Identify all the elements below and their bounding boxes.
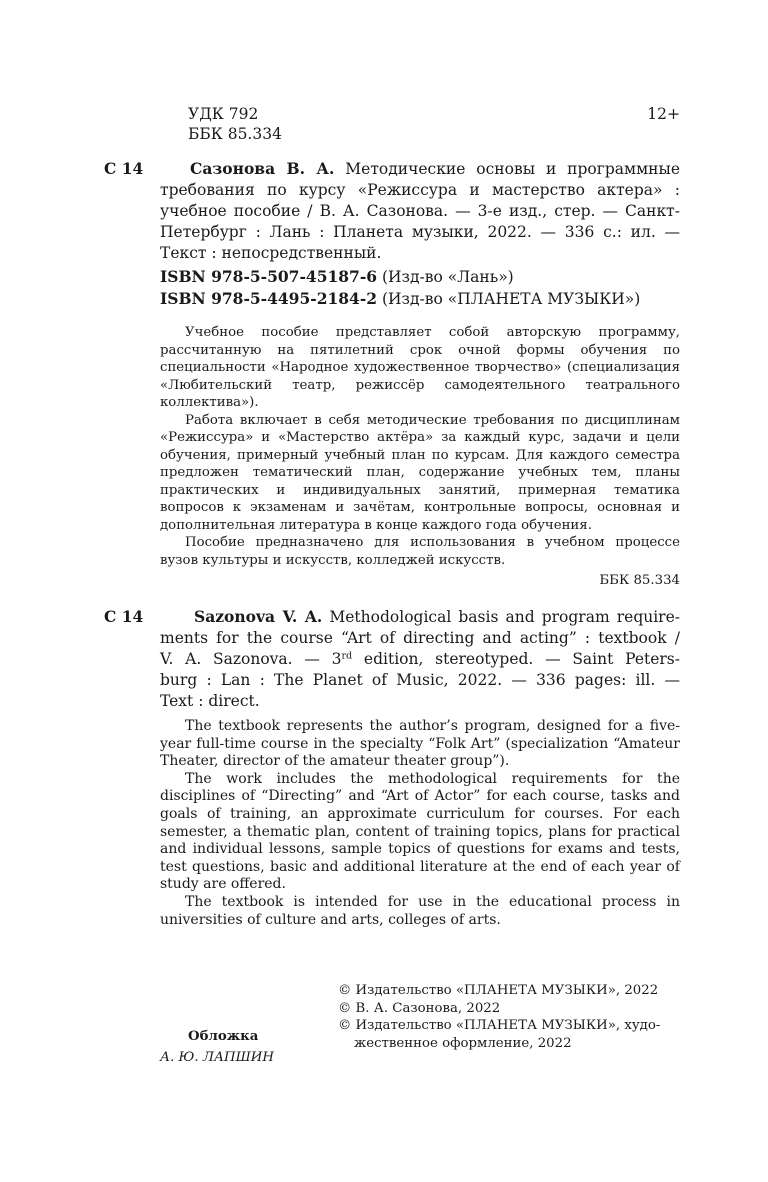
abstract-ru [160, 324, 680, 569]
cover-artist: А. Ю. ЛАПШИН [160, 1050, 274, 1065]
bib-record-ru [160, 158, 680, 264]
abstract-en-p3: The textbook is intended for use in the educational process in universities of culture and arts, colleges of arts. [160, 893, 680, 928]
bbk-code: ББК 85.334 [599, 573, 680, 588]
title-en-line2: ments for the course “Art of directing and acting” : textbook / [160, 629, 680, 647]
abstract-ru-p1: Учебное пособие представляет собой авторскую программу, рассчитанную на пятилетний срок очной формы обучения по специальности «Народное художественное творчество» (специализация «Любительский театр, режиссёр самодеятельного театрального коллектива»). [160, 325, 680, 410]
title-ru-line1: Методические основы и программные [345, 160, 680, 178]
author-ru: Сазонова В. А. [190, 159, 335, 178]
bib-record-en [160, 606, 680, 712]
title-en-line1: Methodological basis and program require- [329, 608, 681, 626]
abstract-ru-p3: Пособие предназначено для использования в учебном процессе вузов культуры и искусств, колледжей искусств. [160, 535, 680, 568]
title-en-line3a: V. A. Sazonova. — 3 [160, 650, 342, 668]
isbn-lan: ISBN 978-5-507-45187-6 [160, 267, 378, 286]
abstract-ru-p2: Работа включает в себя методические требования по дисциплинам «Режиссура» и «Мастерство актёра» за каждый курс, задачи и цели обучения, примерный учебный план по курсам. Для каждого семестра предложен тематический план, содержание учебных тем, планы практических и индивидуальных занятий, примерная тематика вопросов к экзаменам и зачётам, контрольные вопросы, основная и дополнительная литература в конце каждого года обучения. [160, 412, 680, 533]
copyright-block [338, 982, 683, 1052]
author-sign-ru: С 14 [104, 159, 144, 178]
copyright-line3a: © Издательство «ПЛАНЕТА МУЗЫКИ», худо- [338, 1018, 661, 1033]
title-en-line4: burg : Lan : The Planet of Music, 2022. — 336 pages: ill. — [160, 671, 680, 689]
abstract-en [160, 718, 680, 929]
abstract-en-p2: The work includes the methodological requirements for the disciplines of “Directing” and “Art of Actor” for each course, tasks and goals of training, an approximate curriculum for courses. For each semester, a thematic plan, content of training topics, plans for practical and individual lessons, sample topics of questions for exams and tests, test questions, basic and additional literature at the end of each year of study are offered. [160, 770, 680, 893]
title-en-line3b: edition, stereotyped. — Saint Peters- [352, 650, 680, 668]
copyright-line1: © Издательство «ПЛАНЕТА МУЗЫКИ», 2022 [338, 983, 659, 998]
abstract-en-p1: The textbook represents the author’s program, designed for a five-year full-time course in the specialty “Folk Art” (specialization “Amateur Theater, director of the amateur theater group”). [160, 718, 680, 770]
isbn-lan-publisher: (Изд-во «Лань») [381, 268, 514, 286]
age-rating: 12+ [647, 105, 680, 123]
bbk-code-top: ББК 85.334 [188, 125, 282, 143]
title-ru-line5: Текст : непосредственный. [160, 244, 382, 262]
title-ru-line4: Петербург : Лань : Планета музыки, 2022. — 336 с.: ил. — [160, 223, 680, 241]
title-ru-line2: требования по курсу «Режиссура и мастерство актера» : [160, 181, 680, 199]
isbn-planeta: ISBN 978-5-4495-2184-2 [160, 289, 378, 308]
isbn-block [160, 266, 640, 310]
title-ru-line3: учебное пособие / В. А. Сазонова. — 3-е изд., стер. — Санкт- [160, 202, 680, 220]
cover-label: Обложка [188, 1029, 259, 1044]
isbn-planeta-publisher: (Изд-во «ПЛАНЕТА МУЗЫКИ») [381, 290, 641, 308]
title-en-line3-sup: rd [341, 650, 353, 662]
copyright-line3b: жественное оформление, 2022 [354, 1035, 572, 1051]
author-sign-en: С 14 [104, 607, 144, 626]
udk-code: УДК 792 [188, 105, 259, 123]
author-en: Sazonova V. A. [194, 607, 323, 626]
copyright-line2: © В. А. Сазонова, 2022 [338, 1000, 501, 1016]
title-en-line5: Text : direct. [160, 692, 260, 710]
